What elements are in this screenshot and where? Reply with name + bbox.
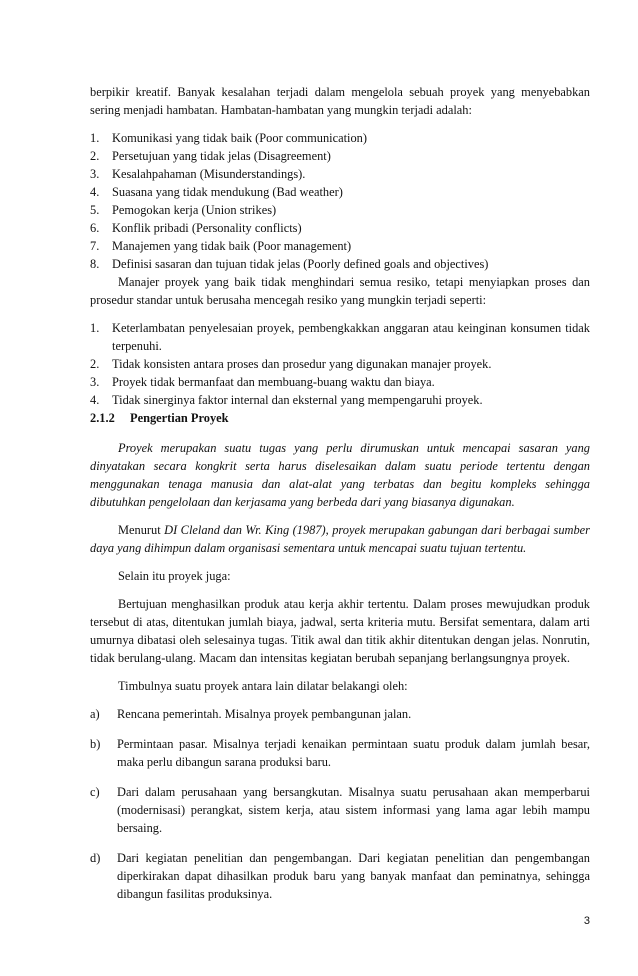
- list-number: 1.: [90, 131, 100, 145]
- cleland-prefix: Menurut: [118, 523, 165, 537]
- definition-paragraph: Proyek merupakan suatu tugas yang perlu dirumuskan untuk mencapai sasaran yang dinyatakan secara kongkrit serta harus diselesaikan dalam suatu periode tertentu dengan menggunakan tenaga manusia dan alat-alat yang terbatas dan begitu kompleks sehingga dibutuhkan pengelolaan dan kerjasama yang berbeda dari yang biasanya digunakan.: [90, 441, 590, 509]
- list-item: [90, 705, 590, 723]
- list-text: Tidak konsisten antara proses dan prosedur yang digunakan manajer proyek.: [112, 357, 492, 371]
- list-text: Dari dalam perusahaan yang bersangkutan. Misalnya suatu perusahaan akan memperbarui (modernisasi) perangkat, sistem kerja, atau sistem informasi yang lama agar lebih mampu bersaing.: [117, 785, 590, 835]
- list-item: [90, 147, 590, 165]
- list-item: [90, 255, 590, 273]
- list-item: [90, 183, 590, 201]
- manager-paragraph: Manajer proyek yang baik tidak menghindari semua resiko, tetapi menyiapkan proses dan prosedur standar untuk berusaha mencegah resiko yang mungkin terjadi seperti:: [90, 275, 590, 307]
- list-text: Keterlambatan penyelesaian proyek, pembengkakkan anggaran atau keinginan konsumen tidak terpenuhi.: [112, 321, 590, 353]
- list-text: Definisi sasaran dan tujuan tidak jelas (Poorly defined goals and objectives): [112, 257, 489, 271]
- section-number: 2.1.2: [90, 411, 115, 425]
- list-number: 3.: [90, 167, 100, 181]
- list-text: Proyek tidak bermanfaat dan membuang-buang waktu dan biaya.: [112, 375, 435, 389]
- section-heading: [90, 409, 590, 427]
- list-text: Manajemen yang tidak baik (Poor management): [112, 239, 352, 253]
- list-text: Tidak sinerginya faktor internal dan eksternal yang mempengaruhi proyek.: [112, 393, 483, 407]
- list-number: 7.: [90, 239, 100, 253]
- timbulnya-paragraph: Timbulnya suatu proyek antara lain dilatar belakangi oleh:: [118, 679, 408, 693]
- list-number: 4.: [90, 185, 100, 199]
- list-number: 8.: [90, 257, 100, 271]
- list-label: d): [90, 851, 101, 865]
- risks-list: [90, 319, 590, 409]
- list-text: Kesalahpahaman (Misunderstandings).: [112, 167, 306, 181]
- cleland-quote: DI Cleland dan Wr. King (1987), proyek merupakan gabungan dari berbagai sumber daya yang dihimpun dalam organisasi sementara untuk mencapai suatu tujuan tertentu.: [90, 523, 590, 555]
- list-number: 2.: [90, 149, 100, 163]
- obstacles-list: [90, 129, 590, 273]
- bertujuan-paragraph: Bertujuan menghasilkan produk atau kerja akhir tertentu. Dalam proses mewujudkan produk tersebut di atas, ditentukan jumlah biaya, jadwal, serta kriteria mutu. Bersifat sementara, dalam arti umurnya dibatasi oleh selesainya tugas. Titik awal dan titik akhir ditentukan dengan jelas. Nonrutin, tidak berulang-ulang. Macam dan intensitas kegiatan berubah sepanjang berlangsungnya proyek.: [90, 597, 590, 665]
- document-page: [90, 83, 590, 915]
- list-text: Rencana pemerintah. Misalnya proyek pembangunan jalan.: [117, 707, 412, 721]
- page-number: 3: [583, 915, 590, 927]
- list-item: [90, 735, 590, 771]
- causes-list: [90, 705, 590, 903]
- list-number: 6.: [90, 221, 100, 235]
- list-number: 4.: [90, 393, 100, 407]
- list-item: [90, 849, 590, 903]
- list-text: Permintaan pasar. Misalnya terjadi kenaikan permintaan suatu produk dalam jumlah besar, maka perlu dibangun sarana produksi baru.: [117, 737, 590, 769]
- list-item: [90, 391, 590, 409]
- list-number: 1.: [90, 321, 100, 335]
- list-item: [90, 783, 590, 837]
- list-label: c): [90, 785, 100, 799]
- list-item: [90, 373, 590, 391]
- list-item: [90, 355, 590, 373]
- list-text: Pemogokan kerja (Union strikes): [112, 203, 277, 217]
- list-label: b): [90, 737, 101, 751]
- list-label: a): [90, 707, 100, 721]
- list-item: [90, 219, 590, 237]
- list-text: Konflik pribadi (Personality conflicts): [112, 221, 302, 235]
- selain-paragraph: Selain itu proyek juga:: [118, 569, 231, 583]
- list-text: Dari kegiatan penelitian dan pengembangan. Dari kegiatan penelitian dan pengembangan diperkirakan dapat dihasilkan produk baru yang banyak manfaat dan peminatnya, sehingga dibangun fasilitas produksinya.: [117, 851, 590, 901]
- list-item: [90, 165, 590, 183]
- list-text: Persetujuan yang tidak jelas (Disagreement): [112, 149, 331, 163]
- list-item: [90, 129, 590, 147]
- list-item: [90, 319, 590, 355]
- cleland-paragraph: [90, 521, 590, 557]
- intro-paragraph: berpikir kreatif. Banyak kesalahan terjadi dalam mengelola sebuah proyek yang menyebabkan sering menjadi hambatan. Hambatan-hambatan yang mungkin terjadi adalah:: [90, 85, 590, 117]
- list-number: 5.: [90, 203, 100, 217]
- list-number: 2.: [90, 357, 100, 371]
- section-title: Pengertian Proyek: [130, 411, 229, 425]
- list-text: Komunikasi yang tidak baik (Poor communication): [112, 131, 367, 145]
- list-number: 3.: [90, 375, 100, 389]
- list-item: [90, 201, 590, 219]
- list-item: [90, 237, 590, 255]
- list-text: Suasana yang tidak mendukung (Bad weather): [112, 185, 343, 199]
